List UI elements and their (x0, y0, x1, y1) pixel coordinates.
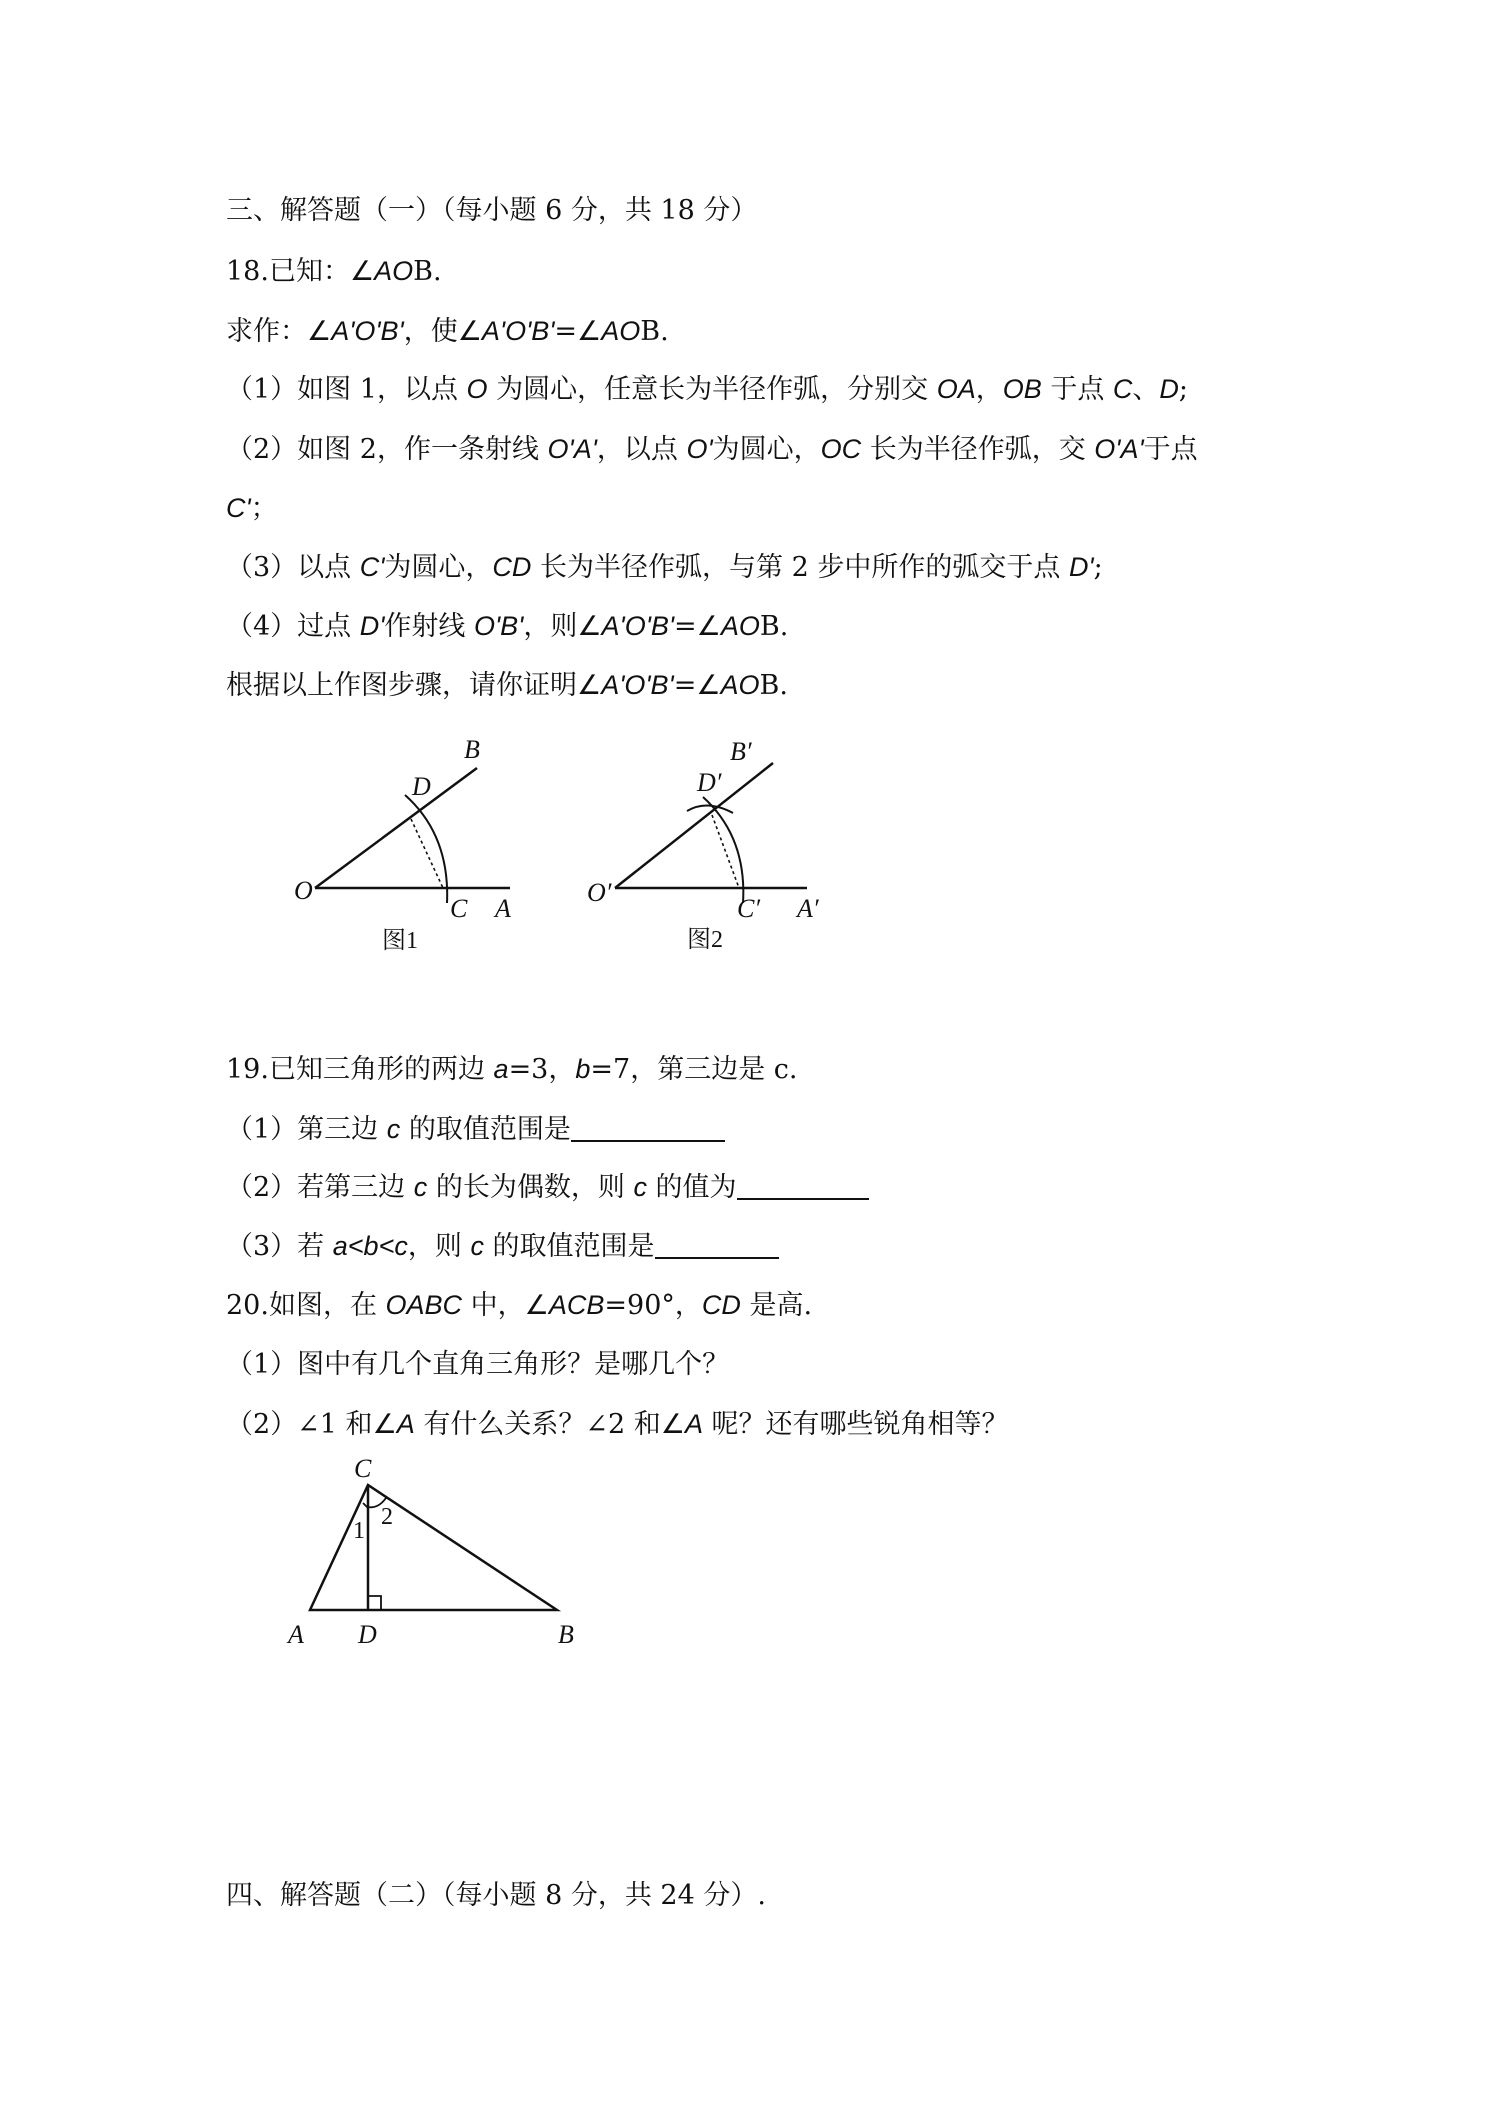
section3-heading: 三、解答题（一）（每小题 6 分，共 18 分） (226, 195, 758, 226)
q20-part2: （2）∠1 和∠A 有什么关系？∠2 和∠A 呢？还有哪些锐角相等？ (226, 1409, 1009, 1440)
q19-part2: （2）若第三边 c 的长为偶数，则 c 的值为 (226, 1169, 869, 1206)
q20-title: 20.如图，在 OABC 中，∠ACB=90°，CD 是高. (226, 1290, 813, 1321)
label-b2: B′ (730, 737, 752, 766)
q18-step4: （4）过点 D'作射线 O'B'，则∠A'O'B'=∠AOB. (226, 611, 789, 642)
q18-step1: （1）如图 1，以点 O 为圆心，任意长为半径作弧，分别交 OA，OB 于点 C、D; (226, 374, 1189, 405)
fig2-caption: 图2 (687, 927, 723, 953)
ray-o2b2 (615, 763, 773, 888)
q19-part3: （3）若 a<b<c，则 c 的取值范围是 (226, 1228, 779, 1265)
label-d: D (412, 772, 431, 801)
label-a2: A′ (797, 894, 819, 923)
label-a: A (288, 1620, 304, 1649)
answer-blank-2[interactable] (737, 1170, 869, 1200)
q19-part1: （1）第三边 c 的取值范围是 (226, 1111, 725, 1148)
label-angle1: 1 (353, 1518, 365, 1544)
ray-ob (315, 768, 477, 888)
q18-step2: （2）如图 2，作一条射线 O'A'，以点 O'为圆心，OC 长为半径作弧，交 O'A'于点 (226, 434, 1198, 465)
figure-q20 (280, 1455, 610, 1655)
q20-part1: （1）图中有几个直角三角形？是哪几个？ (226, 1349, 730, 1380)
label-d: D (358, 1620, 377, 1649)
answer-blank-1[interactable] (571, 1112, 725, 1142)
label-d2: D′ (697, 768, 722, 797)
triangle-abc (310, 1485, 557, 1610)
figure-1 (280, 725, 550, 965)
q18-task: 求作：∠A'O'B'，使∠A'O'B'=∠AOB. (226, 316, 669, 347)
fig1-caption: 图1 (382, 928, 418, 954)
label-b: B (464, 735, 480, 764)
label-c2: C′ (737, 894, 761, 923)
label-a: A (495, 894, 511, 923)
label-o2: O′ (587, 878, 612, 907)
section4-heading: 四、解答题（二）（每小题 8 分，共 24 分）. (226, 1880, 766, 1911)
chord-cd (411, 819, 443, 888)
right-angle-mark (368, 1596, 381, 1610)
label-b: B (558, 1620, 574, 1649)
q18-step3: （3）以点 C'为圆心，CD 长为半径作弧，与第 2 步中所作的弧交于点 D'; (226, 552, 1103, 583)
label-c: C (450, 894, 468, 923)
label-c: C (354, 1454, 372, 1483)
answer-blank-3[interactable] (655, 1229, 779, 1259)
figure-2 (575, 725, 855, 965)
q18-step2-cont: C'； (226, 493, 278, 524)
q18-title: 18.已知：∠AOB. (226, 256, 442, 287)
label-angle2: 2 (381, 1504, 393, 1530)
q19-title: 19.已知三角形的两边 a=3，b=7，第三边是 c. (226, 1054, 798, 1085)
q18-prove: 根据以上作图步骤，请你证明∠A'O'B'=∠AOB. (226, 670, 788, 701)
label-o: O (294, 876, 313, 905)
